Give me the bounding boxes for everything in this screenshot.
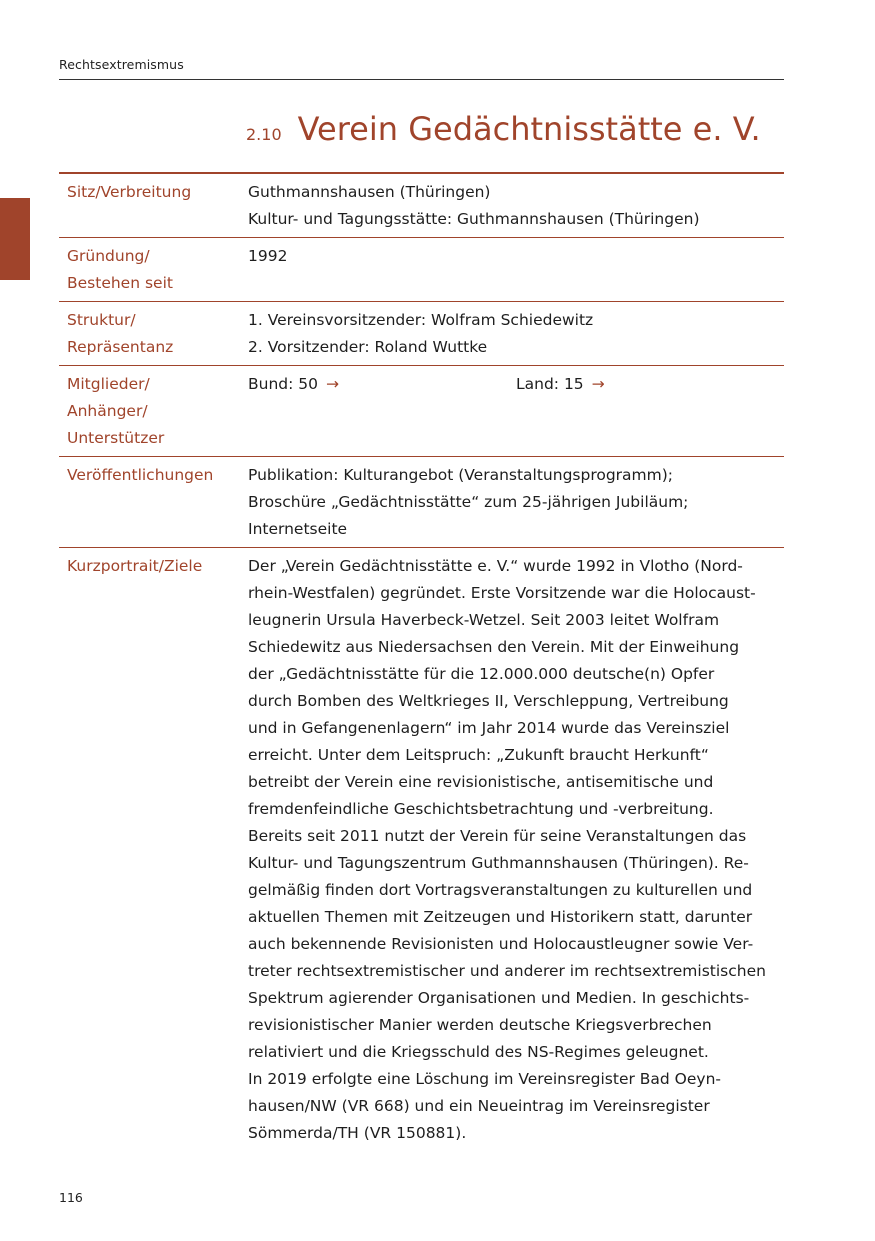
portrait-line: betreibt der Verein eine revisionistische, antisemitische und	[248, 773, 714, 791]
portrait-line: revisionistischer Manier werden deutsche Kriegsverbrechen	[248, 1016, 712, 1034]
kurzportrait-text	[248, 553, 784, 1147]
label-line: Struktur/	[67, 311, 136, 329]
label-line: Mitglieder/	[67, 375, 150, 393]
label-line: Gründung/	[67, 247, 150, 265]
row-label-mitglieder	[59, 371, 248, 452]
land-value: Land: 15	[516, 375, 584, 393]
portrait-line: aktuellen Themen mit Zeitzeugen und Historikern statt, darunter	[248, 908, 753, 926]
portrait-line: Sömmerda/TH (VR 150881).	[248, 1124, 467, 1142]
row-label-kurzportrait: Kurzportrait/Ziele	[67, 557, 203, 575]
portrait-line: In 2019 erfolgte eine Löschung im Vereinsregister Bad Oeyn-	[248, 1070, 722, 1088]
info-table	[59, 174, 784, 1151]
row-sitz	[59, 174, 784, 238]
portrait-line: und in Gefangenenlagern“ im Jahr 2014 wurde das Vereinsziel	[248, 719, 730, 737]
portrait-line: auch bekennende Revisionisten und Holocaustleugner sowie Ver-	[248, 935, 754, 953]
label-line: Anhänger/	[67, 402, 148, 420]
running-header: Rechtsextremismus	[59, 57, 184, 72]
publication-line: Broschüre „Gedächtnisstätte“ zum 25-jährigen Jubiläum;	[248, 493, 689, 511]
chapter-title: Verein Gedächtnisstätte e. V.	[297, 110, 761, 148]
portrait-line: treter rechtsextremistischer und anderer im rechtsextremistischen	[248, 962, 766, 980]
sitz-line: Guthmannshausen (Thüringen)	[248, 183, 491, 201]
row-veroeffentlichungen	[59, 457, 784, 548]
portrait-line: rhein-Westfalen) gegründet. Erste Vorsitzende war die Holocaust-	[248, 584, 756, 602]
label-line: Repräsentanz	[67, 338, 174, 356]
row-struktur	[59, 302, 784, 366]
row-value-sitz	[248, 179, 784, 233]
row-label-struktur	[59, 307, 248, 361]
page-number: 116	[59, 1190, 83, 1205]
portrait-line: Schiedewitz aus Niedersachsen den Verein. Mit der Einweihung	[248, 638, 740, 656]
row-mitglieder	[59, 366, 784, 457]
row-value-veroeffentlichungen	[248, 462, 784, 543]
bund-count	[248, 371, 516, 398]
publication-line: Internetseite	[248, 520, 348, 538]
label-line: Bestehen seit	[67, 274, 173, 292]
portrait-line: Der „Verein Gedächtnisstätte e. V.“ wurde 1992 in Vlotho (Nord-	[248, 557, 743, 575]
portrait-line: der „Gedächtnisstätte für die 12.000.000 deutsche(n) Opfer	[248, 665, 715, 683]
portrait-line: leugnerin Ursula Haverbeck-Wetzel. Seit 2003 leitet Wolfram	[248, 611, 720, 629]
sitz-line: Kultur- und Tagungsstätte: Guthmannshausen (Thüringen)	[248, 210, 700, 228]
trend-arrow-icon: →	[591, 375, 605, 393]
row-gruendung	[59, 238, 784, 302]
portrait-line: gelmäßig finden dort Vortragsveranstaltungen zu kulturellen und	[248, 881, 753, 899]
portrait-line: erreicht. Unter dem Leitspruch: „Zukunft braucht Herkunft“	[248, 746, 709, 764]
row-value-struktur	[248, 307, 784, 361]
members-counts	[248, 371, 784, 398]
struktur-line: 1. Vereinsvorsitzender: Wolfram Schiedewitz	[248, 311, 594, 329]
chapter-heading	[246, 110, 761, 148]
portrait-line: relativiert und die Kriegsschuld des NS-Regimes geleugnet.	[248, 1043, 709, 1061]
chapter-number: 2.10	[246, 125, 282, 144]
chapter-side-tab	[0, 198, 30, 280]
header-rule	[59, 79, 784, 80]
portrait-line: Kultur- und Tagungszentrum Guthmannshausen (Thüringen). Re-	[248, 854, 749, 872]
bund-value: Bund: 50	[248, 375, 318, 393]
portrait-line: hausen/NW (VR 668) und ein Neueintrag im Vereinsregister	[248, 1097, 710, 1115]
row-value-gruendung: 1992	[248, 247, 288, 265]
row-value-mitglieder	[248, 371, 794, 452]
publication-line: Publikation: Kulturangebot (Veranstaltungsprogramm);	[248, 466, 674, 484]
label-line: Unterstützer	[67, 429, 165, 447]
row-kurzportrait	[59, 548, 784, 1151]
portrait-line: fremdenfeindliche Geschichtsbetrachtung und -verbreitung.	[248, 800, 714, 818]
trend-arrow-icon: →	[326, 375, 339, 393]
portrait-line: Spektrum agierender Organisationen und Medien. In geschichts-	[248, 989, 750, 1007]
land-count	[516, 371, 784, 398]
portrait-line: Bereits seit 2011 nutzt der Verein für seine Veranstaltungen das	[248, 827, 747, 845]
row-label-sitz: Sitz/Verbreitung	[67, 183, 192, 201]
struktur-line: 2. Vorsitzender: Roland Wuttke	[248, 338, 488, 356]
row-label-veroeffentlichungen: Veröffentlichungen	[67, 466, 214, 484]
row-label-gruendung	[59, 243, 248, 297]
portrait-line: durch Bomben des Weltkrieges II, Verschleppung, Vertreibung	[248, 692, 729, 710]
